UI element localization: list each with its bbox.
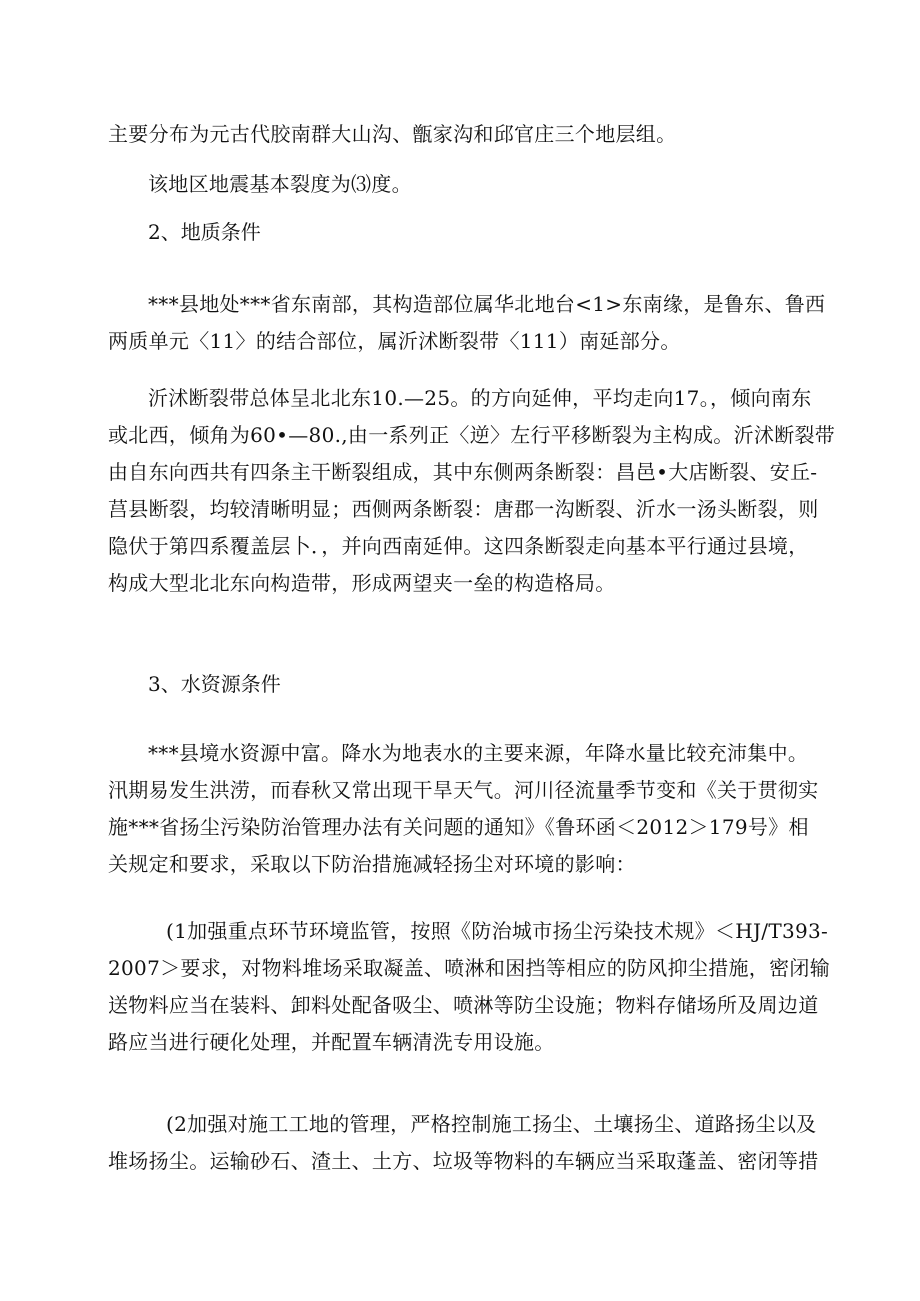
text-line: 由自东向西共有四条主干断裂组成，其中东侧两条断裂：昌邑•大店断裂、安丘-	[108, 460, 818, 484]
paragraph-stratigraphy	[108, 116, 808, 153]
heading-water-resources: 3、水资源条件	[148, 672, 281, 696]
paragraph-measure-1	[108, 913, 830, 1061]
text-line: 构成大型北北东向构造带，形成两望夹一垒的构造格局。	[108, 571, 616, 595]
text-line: 汛期易发生洪涝，而春秋又常出现干旱天气。河川径流量季节变和《关于贯彻实	[108, 778, 819, 802]
text-line: (1加强重点环节环境监管，按照《防治城市扬尘污染技术规》＜HJ∕T393-	[166, 919, 829, 943]
heading-geological-conditions: 2、地质条件	[148, 220, 261, 244]
text-line: 2007＞要求，对物料堆场采取凝盖、喷淋和困挡等相应的防风抑尘措施，密闭输	[108, 956, 830, 980]
text-line: (2加强对施工工地的管理，严格控制施工扬尘、土壤扬尘、道路扬尘以及	[166, 1112, 817, 1136]
text-line: 或北西，倾角为60•—80.,由一系列正〈逆〉左行平移断裂为主构成。沂沭断裂带	[108, 423, 836, 447]
text-line: 主要分布为元古代胶南群大山沟、甑家沟和邱官庄三个地层组。	[108, 122, 677, 146]
text-line: 施***省扬尘污染防治管理办法有关问题的通知》《鲁环函＜2012＞179号》相	[108, 815, 809, 839]
text-line: 送物料应当在装料、卸料处配备吸尘、喷淋等防尘设施；物料存储场所及周边道	[108, 993, 819, 1017]
paragraph-measure-2	[108, 1106, 819, 1180]
text-line: 两质单元〈11〉的结合部位，属沂沭断裂带〈111）南延部分。	[108, 329, 681, 353]
text-line: ***县境水资源中富。降水为地表水的主要来源，年降水量比较充沛集中。	[148, 741, 809, 765]
paragraph-water-resources	[108, 735, 819, 883]
text-line: 隐伏于第四系覆盖层卜．，并向西南延伸。这四条断裂走向基本平行通过县境，	[108, 534, 809, 558]
text-line: 路应当进行硬化处理，并配置车辆清洗专用设施。	[108, 1030, 555, 1054]
paragraph-fault-zone	[108, 380, 836, 602]
text-line: 堆场扬尘。运输砂石、渣土、土方、垃圾等物料的车辆应当采取蓬盖、密闭等措	[108, 1149, 819, 1173]
paragraph-geological-setting	[108, 286, 826, 360]
text-line: 该地区地震基本裂度为⑶度。	[148, 172, 412, 196]
text-line: 莒县断裂，均较清晰明显；西侧两条断裂：唐郡一沟断裂、沂水一汤头断裂，则	[108, 497, 819, 521]
text-line: ***县地处***省东南部，其构造部位属华北地台<1>东南缘，是鲁东、鲁西	[148, 292, 826, 316]
text-line: 关规定和要求，采取以下防治措施减轻扬尘对环境的影响：	[108, 852, 636, 876]
text-line: 沂沭断裂带总体呈北北东10.—25。的方向延伸，平均走向17。，倾向南东	[148, 386, 812, 410]
paragraph-seismic-intensity	[108, 166, 808, 203]
